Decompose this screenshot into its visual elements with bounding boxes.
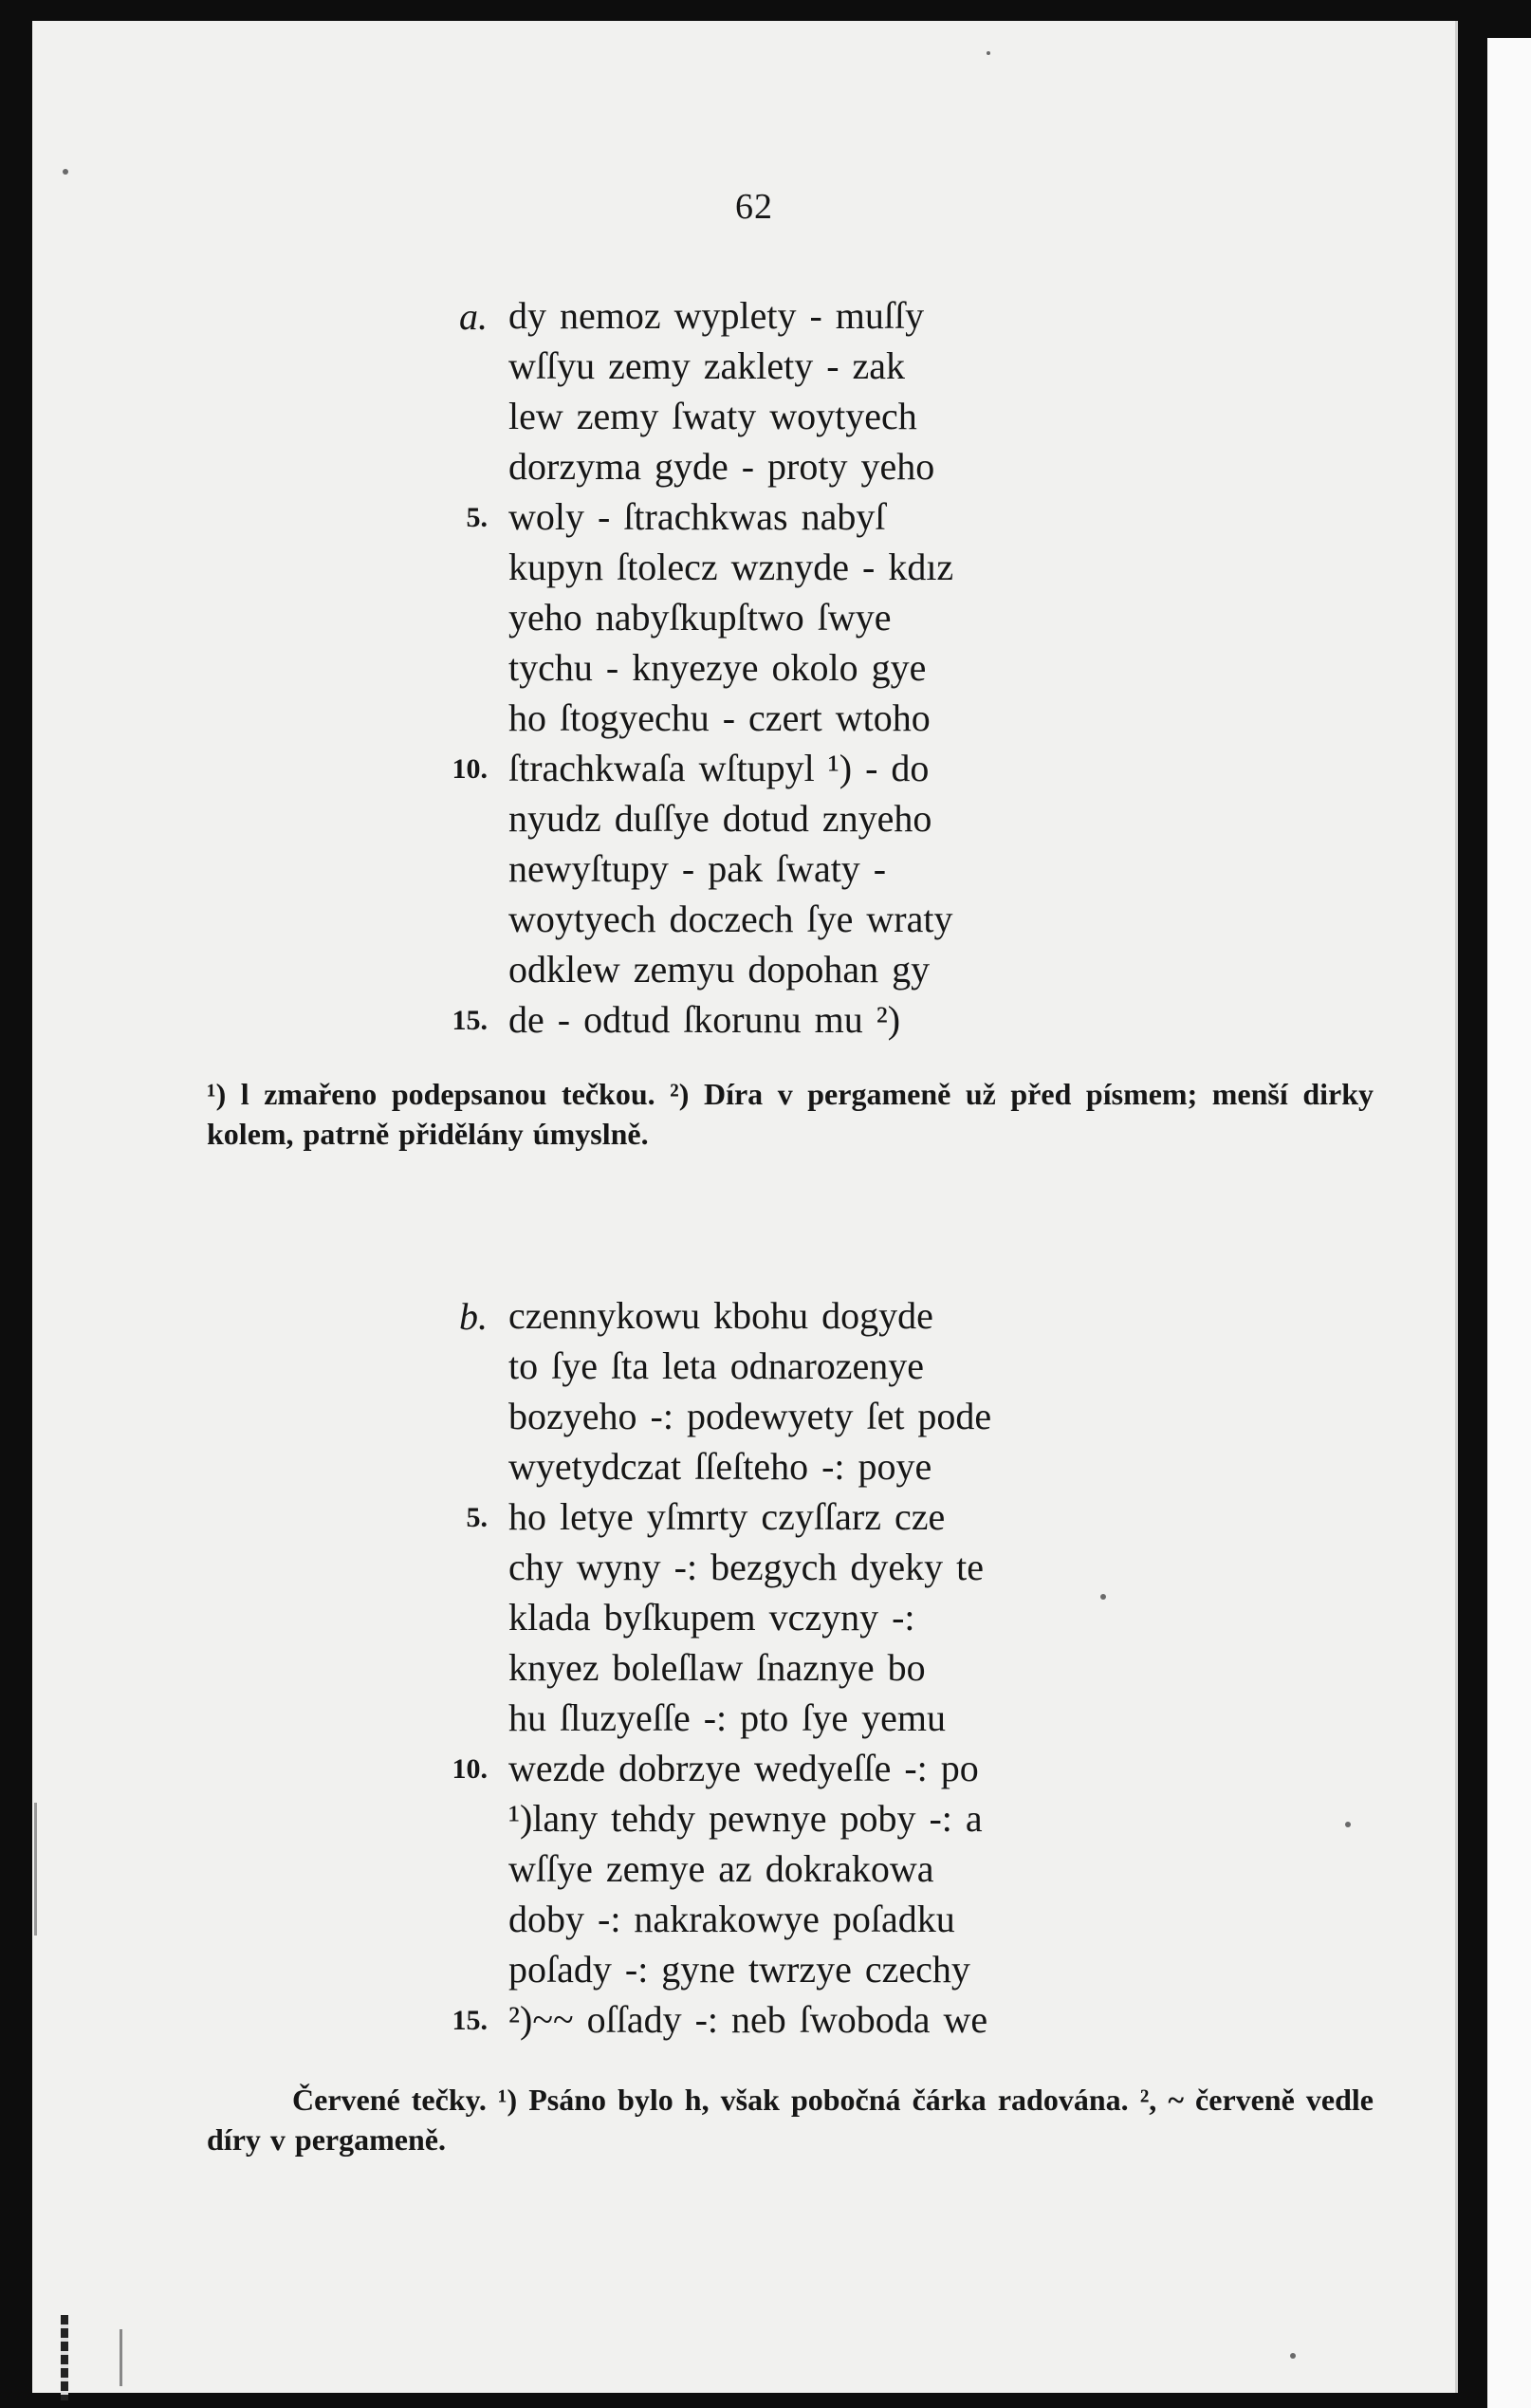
line-number: [398, 542, 488, 593]
verse-line: lew zemy ſwaty woytyech: [508, 395, 917, 437]
verse-line: newyſtupy - pak ſwaty -: [508, 847, 887, 890]
verse-line: nyudz duſſye dotud znyeho: [508, 797, 932, 840]
line-number: [398, 894, 488, 945]
footnote-a: ¹) l zmařeno podepsanou tečkou. ²) Díra v pergameně už před písmem; menší dirky kolem, patrně přidělány úmyslně.: [207, 1077, 1374, 1151]
line-number: [398, 1642, 488, 1694]
line-number: [398, 441, 488, 492]
line-number: [398, 642, 488, 694]
line-number: [398, 592, 488, 643]
line-number: [398, 793, 488, 844]
verse-line: yeho nabyſkupſtwo ſwye: [508, 596, 892, 639]
verse-line: wezde dobrzye wedyeſſe -: po: [508, 1747, 979, 1789]
verse-line: bozyeho -: podewyety ſet pode: [508, 1395, 992, 1437]
line-number: 15.: [452, 1005, 488, 1036]
verse-line: ho letye yſmrty czyſſarz cze: [508, 1495, 946, 1538]
verse-line: wyetydczat ſſeſteho -: poye: [508, 1445, 932, 1488]
line-number: 15.: [452, 2005, 488, 2036]
passage-marker: b.: [459, 1295, 488, 1338]
line-number: 5.: [466, 502, 488, 533]
binding-marks: [61, 2315, 68, 2400]
line-number: [398, 843, 488, 895]
verse-line: knyez boleſlaw ſnaznye bo: [508, 1646, 926, 1689]
verse-line: ſtrachkwaſa wſtupyl ¹) - do: [508, 747, 930, 789]
verse-line: hu ſluzyeſſe -: pto ſye yemu: [508, 1696, 946, 1739]
line-number: [398, 693, 488, 744]
line-number: [398, 1441, 488, 1492]
binding-marks: [120, 2329, 122, 2386]
verse-line: ¹)lany tehdy pewnye poby -: a: [508, 1797, 983, 1840]
verse-line: kupyn ſtolecz wznyde - kdız: [508, 546, 954, 588]
line-number: [398, 944, 488, 995]
line-number: [398, 1542, 488, 1593]
next-page-edge: [1487, 38, 1531, 2408]
passage-marker: a.: [459, 295, 488, 338]
line-number: [398, 1592, 488, 1643]
verse-line: dy nemoz wyplety - muſſy: [508, 294, 925, 337]
line-number: 10.: [452, 1753, 488, 1785]
verse-line: de - odtud ſkorunu mu ²): [508, 998, 901, 1041]
verse-line: woly - ſtrachkwas nabyſ: [508, 495, 886, 538]
line-number: 5.: [466, 1502, 488, 1533]
verse-line: doby -: nakrakowye poſadku: [508, 1898, 955, 1940]
footnote-b: Červené tečky. ¹) Psáno bylo h, však pobočná čárka radována. ², ~ červeně vedle díry v pergameně.: [207, 2083, 1374, 2157]
verse-line: czennykowu kbohu dogyde: [508, 1294, 933, 1337]
page-number: 62: [735, 187, 773, 227]
line-number: [398, 1341, 488, 1392]
line-number: [398, 391, 488, 442]
speck: [1290, 2353, 1296, 2359]
verse-line: ho ſtogyechu - czert wtoho: [508, 696, 931, 739]
verse-line: chy wyny -: bezgych dyeky te: [508, 1546, 984, 1588]
verse-line: odklew zemyu dopohan gy: [508, 948, 931, 991]
speck: [987, 51, 990, 55]
verse-line: tychu - knyezye okolo gye: [508, 646, 927, 689]
line-number: [398, 1944, 488, 1995]
line-number: [398, 1843, 488, 1895]
verse-line: wſſyu zemy zaklety - zak: [508, 344, 906, 387]
line-number: [398, 341, 488, 392]
verse-line: woytyech doczech ſye wraty: [508, 898, 953, 940]
verse-line: dorzyma gyde - proty yeho: [508, 445, 935, 488]
verse-line: wſſye zemye az dokrakowa: [508, 1847, 934, 1890]
verse-line: to ſye ſta leta odnarozenye: [508, 1344, 925, 1387]
speck: [1100, 1594, 1106, 1600]
line-number: [398, 1894, 488, 1945]
page-crease: [34, 1803, 37, 1936]
line-number: [398, 1793, 488, 1844]
verse-line: klada byſkupem vczyny -:: [508, 1596, 915, 1639]
line-number: 10.: [452, 753, 488, 785]
speck: [63, 169, 68, 175]
speck: [1345, 1822, 1351, 1827]
verse-line: ²)~~ oſſady -: neb ſwoboda we: [508, 1998, 988, 2041]
line-number: [398, 1391, 488, 1442]
verse-line: poſady -: gyne twrzye czechy: [508, 1948, 970, 1991]
line-number: [398, 1693, 488, 1744]
